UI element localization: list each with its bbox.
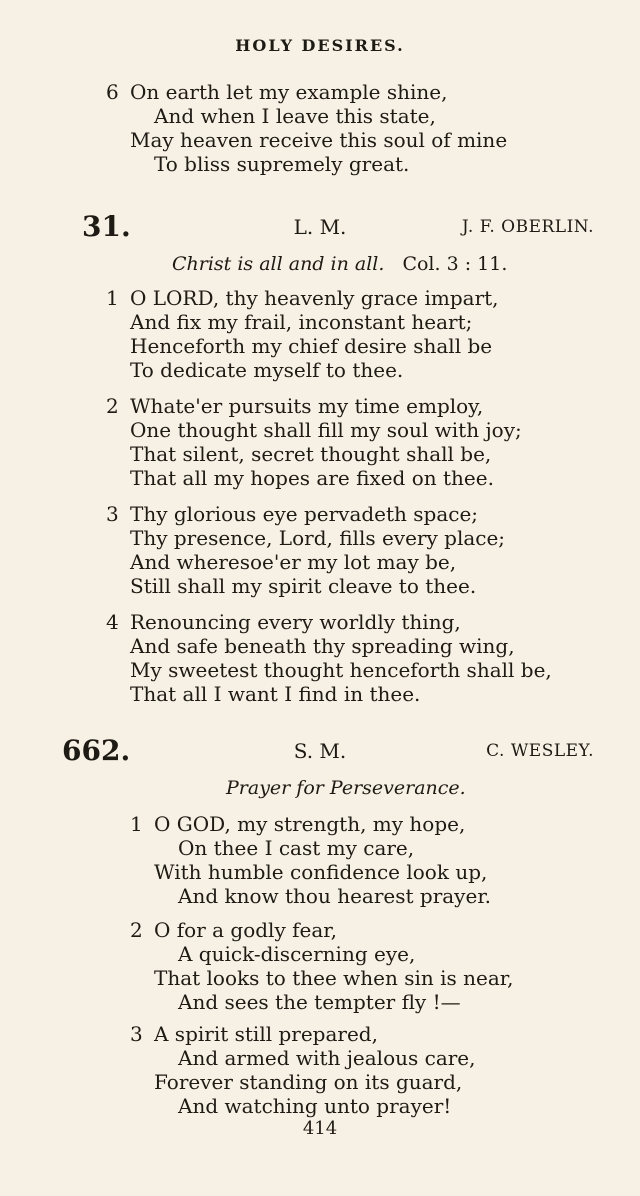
verse-line: My sweetest thought henceforth shall be, bbox=[130, 658, 552, 682]
verse-number: 1 bbox=[106, 286, 119, 310]
verse-line: With humble confidence look up, bbox=[154, 860, 488, 884]
hymn-header bbox=[0, 736, 640, 766]
verse-line: Forever standing on its guard, bbox=[154, 1070, 463, 1094]
hymn-subtitle bbox=[172, 252, 507, 276]
verse-line: Whate'er pursuits my time employ, bbox=[130, 394, 484, 418]
verse-line: That all I want I find in thee. bbox=[130, 682, 421, 706]
verse-line: Henceforth my chief desire shall be bbox=[130, 334, 493, 358]
verse-line: Renouncing every worldly thing, bbox=[130, 610, 461, 634]
hymn-subtitle: Prayer for Perseverance. bbox=[226, 777, 466, 799]
verse-line: Thy presence, Lord, fills every place; bbox=[130, 526, 506, 550]
scripture-reference: Col. 3 : 11. bbox=[402, 253, 508, 275]
hymn-header bbox=[0, 212, 640, 242]
hymn-author: C. WESLEY. bbox=[486, 741, 594, 761]
verse-number: 1 bbox=[130, 812, 143, 836]
verse-line: That silent, secret thought shall be, bbox=[130, 442, 492, 466]
page-number: 414 bbox=[302, 1118, 338, 1139]
verse-line: To dedicate myself to thee. bbox=[130, 358, 404, 382]
verse-line: And wheresoe'er my lot may be, bbox=[130, 550, 457, 574]
hymn-author: J. F. OBERLIN. bbox=[461, 217, 594, 237]
verse-line: And watching unto prayer! bbox=[178, 1094, 452, 1118]
verse-line: On thee I cast my care, bbox=[178, 836, 415, 860]
verse-line: And armed with jealous care, bbox=[178, 1046, 476, 1070]
verse-line: O LORD, thy heavenly grace impart, bbox=[130, 286, 499, 310]
subtitle-text: Christ is all and in all. bbox=[172, 253, 385, 275]
verse-line: And know thou hearest prayer. bbox=[178, 884, 492, 908]
verse-line: And sees the tempter fly !— bbox=[178, 990, 461, 1014]
verse-line: And safe beneath thy spreading wing, bbox=[130, 634, 515, 658]
verse-line: May heaven receive this soul of mine bbox=[130, 128, 508, 152]
verse-line: And when I leave this state, bbox=[154, 104, 436, 128]
verse-number: 2 bbox=[130, 918, 143, 942]
verse-line: That all my hopes are fixed on thee. bbox=[130, 466, 494, 490]
verse-number: 4 bbox=[106, 610, 119, 634]
hymn-meter: L. M. bbox=[293, 215, 347, 239]
verse-line: Thy glorious eye pervadeth space; bbox=[130, 502, 479, 526]
verse-number: 2 bbox=[106, 394, 119, 418]
verse-line: O for a godly fear, bbox=[154, 918, 337, 942]
verse-line: A spirit still prepared, bbox=[154, 1022, 378, 1046]
hymn-meter: S. M. bbox=[293, 739, 347, 763]
verse-line: On earth let my example shine, bbox=[130, 80, 448, 104]
hymn-number: 31. bbox=[82, 210, 131, 243]
verse-line: O GOD, my strength, my hope, bbox=[154, 812, 466, 836]
verse-number: 6 bbox=[106, 80, 119, 104]
hymn-number: 662. bbox=[62, 734, 131, 767]
verse-line: To bliss supremely great. bbox=[154, 152, 410, 176]
verse-line: That looks to thee when sin is near, bbox=[154, 966, 514, 990]
verse-line: One thought shall fill my soul with joy; bbox=[130, 418, 522, 442]
verse-number: 3 bbox=[106, 502, 119, 526]
verse-line: Still shall my spirit cleave to thee. bbox=[130, 574, 477, 598]
verse-line: And fix my frail, inconstant heart; bbox=[130, 310, 473, 334]
running-head: HOLY DESIRES. bbox=[235, 36, 405, 55]
verse-line: A quick-discerning eye, bbox=[178, 942, 416, 966]
verse-number: 3 bbox=[130, 1022, 143, 1046]
